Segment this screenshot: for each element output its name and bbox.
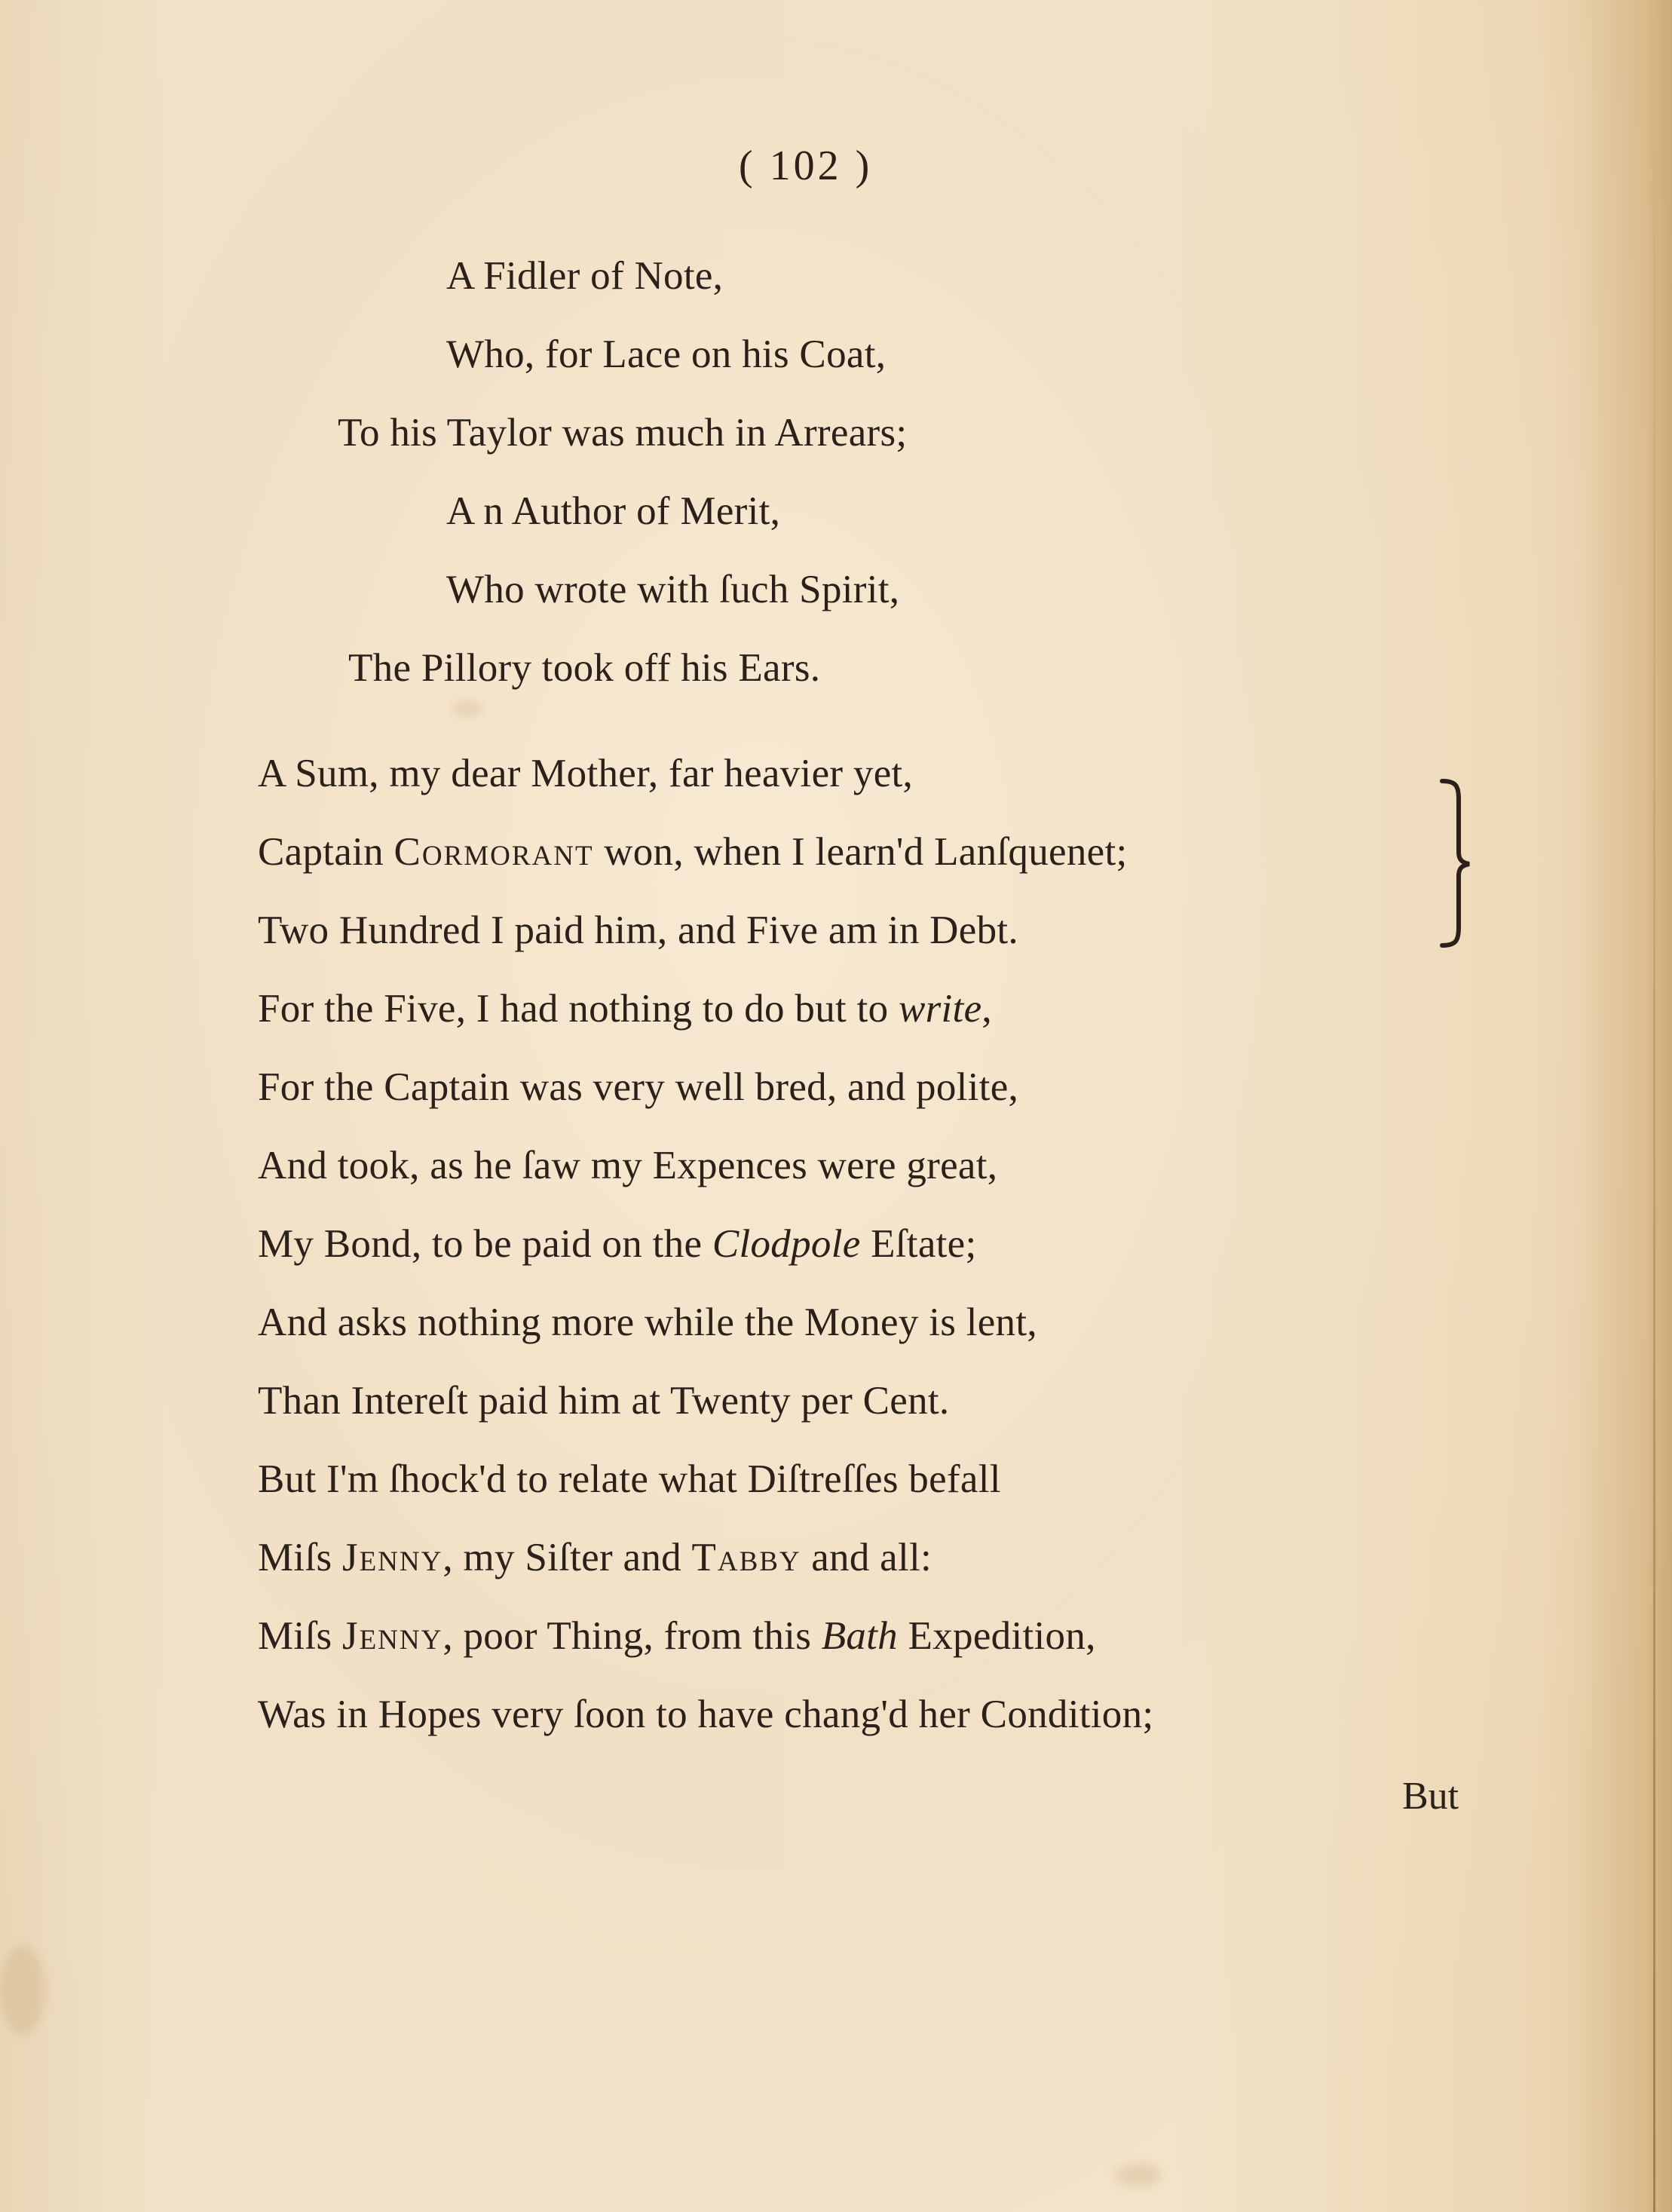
verse-line: The Pillory took off his Ears. xyxy=(348,646,821,690)
verse-text: , poor Thing, from this xyxy=(442,1614,822,1658)
verse-line: Than Intereſt paid him at Twenty per Cent. xyxy=(258,1379,950,1423)
verse-line: A n Author of Merit, xyxy=(446,489,781,533)
verse-line: Who, for Lace on his Coat, xyxy=(446,332,887,376)
verse-line: And took, as he ſaw my Expences were great, xyxy=(258,1144,998,1187)
verse-name-smallcaps: Cormorant xyxy=(394,830,594,874)
triplet-brace xyxy=(1436,777,1474,950)
verse-text: Miſs xyxy=(258,1614,342,1658)
page-edge-shadow xyxy=(1582,0,1672,2212)
verse-name-smallcaps: Jenny xyxy=(341,1614,443,1658)
verse-text: Eſtate; xyxy=(860,1222,977,1266)
verse-text: Expedition, xyxy=(898,1614,1096,1658)
verse-line: But I'm ſhock'd to relate what Diſtreſſes befall xyxy=(258,1457,1001,1501)
verse-line: Was in Hopes very ſoon to have chang'd her Condition; xyxy=(258,1693,1154,1736)
verse-text: and all: xyxy=(801,1536,932,1579)
verse-line: To his Taylor was much in Arrears; xyxy=(338,411,908,455)
verse-line xyxy=(258,1224,977,1264)
verse-text: For the Five, I had nothing to do but to xyxy=(258,987,899,1031)
verse-text: , my Siſter and xyxy=(442,1536,692,1579)
verse-text: My Bond, to be paid on the xyxy=(258,1222,712,1266)
verse-line: Two Hundred I paid him, and Five am in Debt. xyxy=(258,908,1018,952)
catchword: But xyxy=(1402,1775,1459,1818)
verse-line xyxy=(258,832,1128,872)
verse-text: , xyxy=(981,987,992,1031)
verse-line: For the Captain was very well bred, and polite, xyxy=(258,1065,1019,1109)
verse-italic: write xyxy=(898,987,982,1031)
paper-stain xyxy=(1116,2164,1161,2186)
page-edge-line xyxy=(1653,0,1655,2212)
verse-line: And asks nothing more while the Money is lent, xyxy=(258,1301,1037,1344)
verse-line: Who wrote with ſuch Spirit, xyxy=(446,568,900,611)
paper-stain xyxy=(452,701,482,716)
verse-text: won, when I learn'd Lanſquenet; xyxy=(593,830,1128,874)
verse-line: A Fidler of Note, xyxy=(446,254,724,298)
verse-line xyxy=(258,1538,932,1578)
page-number: ( 102 ) xyxy=(739,142,873,189)
verse-text: Miſs xyxy=(258,1536,342,1579)
verse-name-smallcaps: Tabby xyxy=(691,1536,801,1579)
verse-text: Captain xyxy=(258,830,394,874)
verse-italic: Bath xyxy=(821,1614,898,1658)
verse-name-smallcaps: Jenny xyxy=(341,1536,443,1579)
verse-italic: Clodpole xyxy=(712,1222,861,1266)
paper-stain xyxy=(0,1945,45,2036)
verse-line xyxy=(258,989,992,1029)
verse-line: A Sum, my dear Mother, far heavier yet, xyxy=(258,752,914,795)
verse-line xyxy=(258,1616,1096,1656)
